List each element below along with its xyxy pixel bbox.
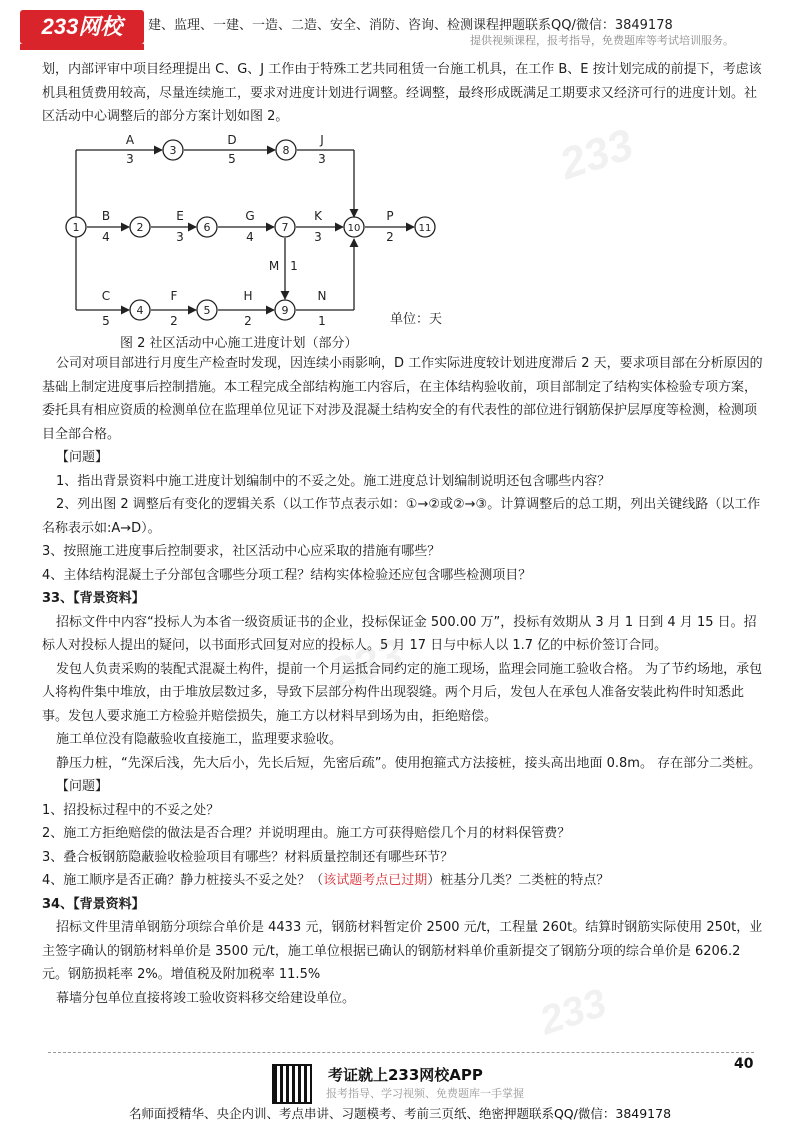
- intro-section: [42, 58, 764, 129]
- q33-heading-label: 【背景资料】: [73, 591, 145, 606]
- activity-duration: 3: [176, 230, 184, 244]
- q34-paragraph: 幕墙分包单位直接将竣工验收资料移交给建设单位。: [56, 990, 356, 1006]
- diagram-caption: 图 2 社区活动中心施工进度计划（部分）: [120, 336, 358, 351]
- activity-duration: 3: [126, 152, 134, 166]
- brand-logo-underline: [20, 44, 144, 50]
- activity-name: F: [170, 289, 178, 303]
- node-label: 6: [203, 221, 211, 234]
- watermark-logo: 233: [554, 119, 640, 190]
- activity-name: E: [176, 209, 184, 223]
- question-item: 3、按照施工进度事后控制要求，社区活动中心应采取的措施有哪些？: [42, 544, 441, 559]
- questions-label: 【问题】: [56, 450, 109, 465]
- qr-code-icon[interactable]: [272, 1064, 312, 1104]
- activity-duration: 5: [102, 314, 110, 328]
- q33-heading: [42, 587, 764, 611]
- q32-section: [42, 352, 764, 1010]
- watermark-logo: 233: [324, 629, 410, 700]
- q34-heading: [42, 893, 764, 917]
- question-item: [42, 869, 764, 893]
- questions-label: 【问题】: [56, 779, 109, 794]
- page-number: 40: [734, 1056, 754, 1072]
- q34-heading-label: 【背景资料】: [73, 896, 145, 912]
- question-item: 2、施工方拒绝赔偿的做法是否合理？并说明理由。施工方可获得赔偿几个月的材料保管费？: [42, 826, 571, 841]
- q32-paragraph: 公司对项目部进行月度生产检查时发现，因连续小雨影响，D 工作实际进度较计划进度滞后 2 天，要求项目部在分析原因的基础上制定进度事后控制措施。本工程完成全部结构施工内容后，在主体结构验收前，项目部制定了结构实体检验专项方案，委托具有相应资质的检测单位在监理单位见证下对涉及混凝土结构安全的有代表性的部位进行钢筋保护层厚度等检测，检测项目全部合格。: [42, 356, 763, 442]
- network-diagram: [60, 130, 460, 330]
- node-label: 11: [418, 223, 432, 234]
- question-item: 4、主体结构混凝土子分部包含哪些分项工程？结构实体检验还应包含哪些检测项目？: [42, 567, 532, 583]
- activity-name: D: [227, 133, 237, 147]
- question-item: 1、指出背景资料中施工进度计划编制中的不妥之处。施工进度总计划编制说明还包含哪些内容？: [56, 473, 611, 489]
- activity-duration: 4: [246, 230, 254, 244]
- activity-name: K: [314, 209, 322, 223]
- q33-paragraph: 静压力桩，“先深后浅，先大后小，先长后短，先密后疏”。使用抱箍式方法接桩，接头高出地面 0.8m。 存在部分二类桩。: [56, 755, 762, 771]
- activity-name: B: [101, 209, 111, 223]
- node-label: 3: [169, 144, 177, 157]
- brand-logo[interactable]: 233网校: [20, 10, 144, 44]
- node-label: 4: [136, 304, 144, 317]
- activity-duration: 5: [228, 152, 236, 166]
- q33-q4-part: 4、施工顺序是否正确？静力桩接头不妥之处？（: [42, 873, 324, 888]
- footer-contact: 名师面授精华、央企内训、考点串讲、习题模考、考前三页纸、绝密押题联系QQ/微信：3849178: [128, 1106, 672, 1121]
- footer-divider: [48, 1052, 754, 1053]
- activity-duration: 3: [318, 152, 326, 166]
- node-label: 7: [281, 221, 289, 234]
- q33-paragraph: 施工单位没有隐蔽验收直接施工，监理要求验收。: [56, 732, 343, 747]
- activity-duration: 1: [318, 314, 326, 328]
- question-item: 1、招投标过程中的不妥之处？: [42, 802, 220, 818]
- expired-note: 该试题考点已过期: [323, 873, 428, 888]
- activity-duration: 2: [170, 314, 178, 328]
- node-label: 2: [136, 221, 144, 234]
- activity-name: H: [243, 289, 253, 303]
- activity-name: C: [101, 289, 111, 303]
- activity-duration: 2: [386, 230, 394, 244]
- activity-duration: 3: [314, 230, 322, 244]
- activity-name: G: [245, 209, 255, 223]
- node-label: 1: [72, 221, 80, 234]
- q33-heading-num: 33、: [42, 591, 74, 606]
- activity-duration: 2: [244, 314, 252, 328]
- header-contact-line: 建、监理、一建、一造、二造、安全、消防、咨询、检测课程押题联系QQ/微信：3849178: [148, 18, 673, 33]
- q33-paragraph: 发包人负责采购的装配式混凝土构件，提前一个月运抵合同约定的施工现场，监理会同施工验收合格。 为了节约场地，承包人将构件集中堆放，由于堆放层数过多，导致下层部分构件出现裂缝。两个月后，发包人在承包人准备安装此构件时知悉此事。发包人要求施工方检验并赔偿损失，施工方以材料早到场为由，拒绝赔偿。: [42, 661, 763, 724]
- question-item: 2、列出图 2 调整后有变化的逻辑关系（以工作节点表示如：①→②或②→③。计算调整后的总工期，列出关键线路（以工作名称表示如:A→D）。: [42, 497, 761, 536]
- footer-app-subtitle: 报考指导、学习视频、免费题库一手掌握: [326, 1087, 524, 1100]
- q33-paragraph: 招标文件中内容“投标人为本省一级资质证书的企业，投标保证金 500.00 万”，投标有效期从 3 月 1 日到 4 月 15 日。招标人对投标人提出的疑问，以书面形式回复对应的投标人。5 月 17 日与中标人以 1.7 亿的中标价签订合同。: [42, 614, 757, 653]
- activity-name: J: [320, 133, 324, 147]
- question-item: 3、叠合板钢筋隐蔽验收检验项目有哪些？材料质量控制还有哪些环节？: [42, 849, 454, 865]
- page-header: [0, 0, 800, 58]
- activity-name: P: [386, 209, 394, 223]
- activity-name: A: [125, 133, 135, 147]
- q34-heading-num: 34、: [42, 896, 74, 912]
- activity-duration: 4: [102, 230, 110, 244]
- node-label: 9: [281, 304, 289, 317]
- intro-paragraph: 划，内部评审中项目经理提出 C、G、J 工作由于特殊工艺共同租赁一台施工机具，在工作 B、E 按计划完成的前提下，考虑该机具租赁费用较高，尽量连续施工，要求对进度计划进行调整。经调整，最终形成既满足工期要求又经济可行的进度计划。社区活动中心调整后的部分方案计划如图 2。: [42, 62, 762, 124]
- header-service-line: 提供视频课程，报考指导，免费题库等考试培训服务。: [470, 34, 734, 47]
- unit-label: 单位：天: [390, 312, 443, 327]
- node-label: 8: [282, 144, 290, 157]
- watermark-logo: 233: [534, 980, 612, 1044]
- activity-name: M: [268, 259, 280, 273]
- footer-app-title[interactable]: 考证就上233网校APP: [328, 1066, 483, 1084]
- node-label: 10: [347, 223, 361, 234]
- activity-duration: 1: [290, 259, 298, 273]
- q34-paragraph: 招标文件里清单钢筋分项综合单价是 4433 元，钢筋材料暂定价 2500 元/t，工程量 260t。结算时钢筋实际使用 250t，业主签字确认的钢筋材料单价是 3500 元/t，施工单位根据已确认的钢筋材料单价重新提交了钢筋分项的综合单价是 6206.2 元。钢筋损耗率 2%。增值税及附加税率 11.5%: [42, 920, 763, 982]
- q33-q4-part: ）桩基分几类？二类桩的特点？: [427, 873, 610, 888]
- node-label: 5: [203, 304, 211, 317]
- activity-name: N: [317, 289, 327, 303]
